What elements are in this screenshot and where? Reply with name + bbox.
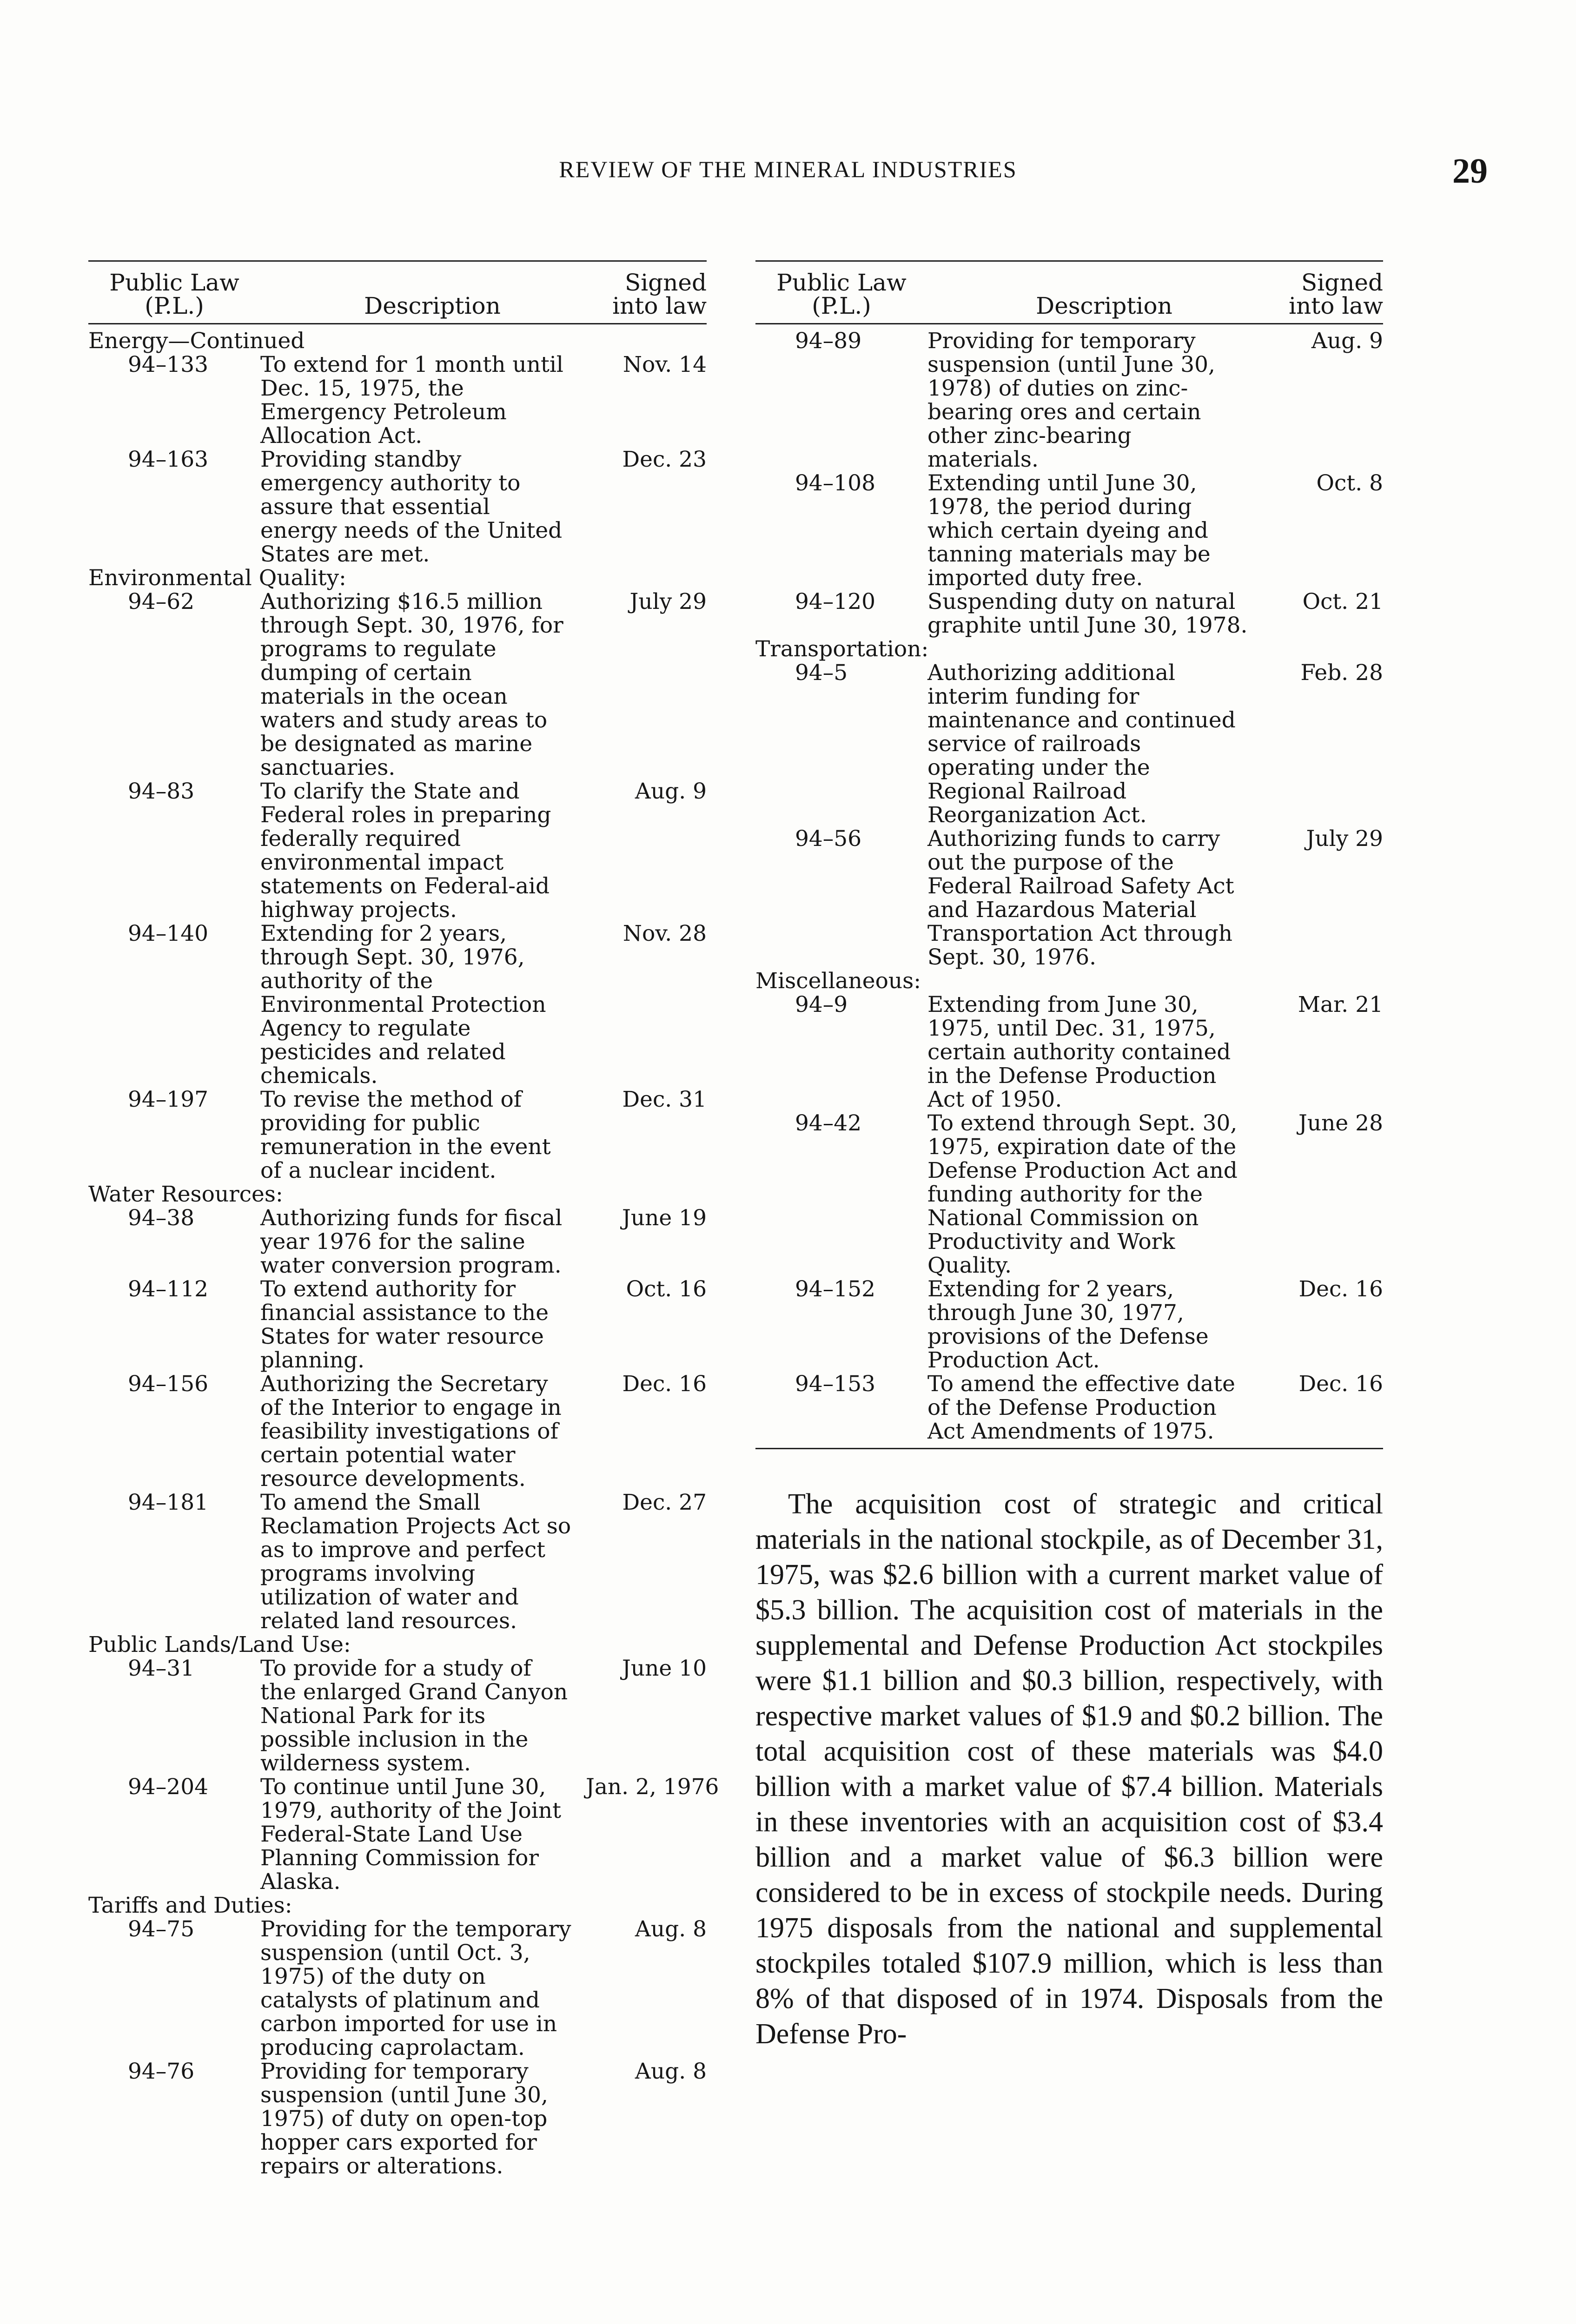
- table-body: [755, 324, 1383, 1444]
- public-law-number: 94–133: [128, 352, 209, 377]
- signed-date: Aug. 8: [635, 2059, 707, 2084]
- category-row: [88, 1633, 707, 1657]
- public-law-number: 94–42: [795, 1110, 862, 1136]
- table-row: [88, 2060, 707, 2178]
- table-row: [755, 590, 1383, 637]
- law-description: To amend the effective date of the Defense Production Act Amendments of 1975.: [927, 1371, 1235, 1444]
- public-law-number: 94–140: [128, 921, 209, 946]
- header-description: Description: [927, 261, 1262, 324]
- header-signed-into-law: Signed into law: [1262, 261, 1383, 324]
- signed-date: Dec. 31: [622, 1087, 707, 1112]
- table-row: [755, 1111, 1383, 1277]
- signed-date: Dec. 23: [622, 447, 707, 472]
- table-header-row: [88, 261, 707, 324]
- law-description: Authorizing funds to carry out the purpose of the Federal Railroad Safety Act and Hazardous Material Transportation Act through Sept. 30, 1976.: [927, 826, 1234, 970]
- law-description: Providing for temporary suspension (until June 30, 1978) of duties on zinc-bearing ores and certain other zinc-bearing materials.: [927, 328, 1215, 472]
- law-description: To extend authority for financial assistance to the States for water resource planning.: [260, 1276, 549, 1373]
- table-row: [755, 993, 1383, 1111]
- signed-date: Oct. 16: [626, 1276, 707, 1302]
- signed-date: Dec. 16: [1298, 1371, 1383, 1397]
- table-row: [755, 827, 1383, 969]
- category-heading: Environmental Quality:: [88, 565, 346, 591]
- table-body: [88, 324, 719, 2179]
- table-row: [88, 1372, 707, 1491]
- public-law-number: 94–89: [795, 328, 862, 354]
- signed-date: June 28: [1298, 1110, 1383, 1136]
- category-row: [755, 637, 1383, 661]
- table-row: [88, 1657, 707, 1775]
- table-row: [88, 1206, 707, 1277]
- public-law-number: 94–204: [128, 1774, 209, 1800]
- public-law-number: 94–153: [795, 1371, 876, 1397]
- right-column: [755, 260, 1383, 2080]
- public-law-number: 94–75: [128, 1916, 195, 1942]
- law-description: To extend for 1 month until Dec. 15, 1975, the Emergency Petroleum Allocation Act.: [260, 352, 563, 449]
- public-law-number: 94–31: [128, 1656, 195, 1681]
- public-law-number: 94–163: [128, 447, 209, 472]
- signed-date: Mar. 21: [1298, 992, 1383, 1017]
- law-description: Extending for 2 years, through June 30, 1977, provisions of the Defense Production Act.: [927, 1276, 1209, 1373]
- signed-date: Feb. 28: [1300, 660, 1383, 686]
- law-description: To clarify the State and Federal roles in preparing federally required environmental impact statements on Federal-aid highway projects.: [260, 779, 551, 923]
- category-heading: Water Resources:: [88, 1182, 283, 1207]
- running-title: REVIEW OF THE MINERAL INDUSTRIES: [559, 156, 1017, 182]
- page-header: [88, 151, 1488, 202]
- public-law-number: 94–197: [128, 1087, 209, 1112]
- signed-date: June 10: [622, 1656, 707, 1681]
- table-end-rule: [755, 1448, 1383, 1449]
- category-heading: Tariffs and Duties:: [88, 1893, 292, 1918]
- category-row: [88, 566, 707, 590]
- table-header-row: [755, 261, 1383, 324]
- public-law-number: 94–120: [795, 589, 876, 614]
- table-row: [88, 1917, 707, 2060]
- category-heading: Energy—Continued: [88, 328, 305, 354]
- header-public-law: Public Law (P.L.): [88, 261, 260, 324]
- signed-date: June 19: [622, 1205, 707, 1231]
- signed-date: July 29: [629, 589, 707, 614]
- category-heading: Transportation:: [755, 636, 929, 662]
- signed-date: Dec. 16: [1298, 1276, 1383, 1302]
- law-description: Authorizing funds for fiscal year 1976 for the saline water conversion program.: [260, 1205, 563, 1278]
- law-description: Authorizing $16.5 million through Sept. 30, 1976, for programs to regulate dumping of certain materials in the ocean waters and study areas to be designated as marine sanctuaries.: [260, 589, 563, 780]
- category-heading: Miscellaneous:: [755, 968, 921, 994]
- table-row: [88, 353, 707, 448]
- table-row: [88, 448, 707, 566]
- public-law-number: 94–56: [795, 826, 862, 852]
- law-description: Providing for temporary suspension (until June 30, 1975) of duty on open-top hopper cars exported for repairs or alterations.: [260, 2059, 548, 2179]
- law-description: Authorizing additional interim funding for maintenance and continued service of railroads operating under the Regional Railroad Reorganization Act.: [927, 660, 1236, 828]
- signed-date: Oct. 21: [1302, 589, 1383, 614]
- table-row: [755, 1372, 1383, 1443]
- signed-date: Aug. 9: [1311, 328, 1383, 354]
- category-row: [88, 1182, 707, 1206]
- public-law-number: 94–76: [128, 2059, 195, 2084]
- public-law-number: 94–5: [795, 660, 848, 686]
- table-row: [88, 1088, 707, 1182]
- signed-date: Oct. 8: [1316, 470, 1383, 496]
- law-description: To continue until June 30, 1979, authority of the Joint Federal-State Land Use Planning Commission for Alaska.: [260, 1774, 561, 1895]
- left-column: [88, 260, 719, 2179]
- signed-date: Jan. 2, 1976: [586, 1774, 719, 1800]
- signed-date: Dec. 16: [622, 1371, 707, 1397]
- law-description: Suspending duty on natural graphite until June 30, 1978.: [927, 589, 1248, 638]
- table-row: [755, 661, 1383, 827]
- law-description: Extending until June 30, 1978, the period during which certain dyeing and tanning materials may be imported duty free.: [927, 470, 1211, 591]
- signed-date: Nov. 28: [622, 921, 707, 946]
- law-description: Providing for the temporary suspension (until Oct. 3, 1975) of the duty on catalysts of platinum and carbon imported for use in producing caprolactam.: [260, 1916, 571, 2060]
- law-description: To provide for a study of the enlarged Grand Canyon National Park for its possible inclusion in the wilderness system.: [260, 1656, 568, 1776]
- public-law-number: 94–152: [795, 1276, 876, 1302]
- law-description: Extending from June 30, 1975, until Dec. 31, 1975, certain authority contained in the Defense Production Act of 1950.: [927, 992, 1231, 1112]
- table-row: [88, 1775, 707, 1894]
- public-law-number: 94–156: [128, 1371, 209, 1397]
- table-row: [88, 590, 707, 779]
- public-law-number: 94–38: [128, 1205, 195, 1231]
- law-description: Extending for 2 years, through Sept. 30, 1976, authority of the Environmental Protection Agency to regulate pesticides and related chemicals.: [260, 921, 546, 1089]
- law-description: Providing standby emergency authority to assure that essential energy needs of the United States are met.: [260, 447, 563, 567]
- table-row: [88, 779, 707, 922]
- public-law-table-left: [88, 260, 719, 2179]
- category-row: [88, 1894, 707, 1917]
- category-row: [88, 324, 707, 353]
- signed-date: July 29: [1306, 826, 1383, 852]
- body-paragraph: The acquisition cost of strategic and critical materials in the national stockpile, as of December 31, 1975, was $2.6 billion with a current market value of $5.3 billion. The acquisition cost of materials in the supplemental and Defense Production Act stockpiles were $1.1 billion and $0.3 billion, respectively, with respective market values of $1.9 and $0.2 billion. The total acquisition cost of these materials was $4.0 billion with a market value of $7.4 billion. Materials in these inventories with an acquisition cost of $3.4 billion and a market value of $6.3 billion were considered to be in excess of stockpile needs. During 1975 disposals from the national and supplemental stockpiles totaled $107.9 million, which is less than 8% of that disposed of in 1974. Disposals from the Defense Pro-: [755, 1488, 1383, 2050]
- signed-date: Aug. 9: [635, 779, 707, 804]
- law-description: To amend the Small Reclamation Projects Act so as to improve and perfect programs involving utilization of water and related land resources.: [260, 1490, 571, 1634]
- public-law-table-right: [755, 260, 1383, 1443]
- header-description: Description: [260, 261, 586, 324]
- page-number: 29: [1452, 152, 1488, 191]
- table-row: [755, 324, 1383, 472]
- public-law-number: 94–181: [128, 1490, 209, 1515]
- signed-date: Aug. 8: [635, 1916, 707, 1942]
- table-row: [88, 922, 707, 1088]
- category-row: [755, 969, 1383, 993]
- signed-date: Dec. 27: [622, 1490, 707, 1515]
- public-law-number: 94–62: [128, 589, 195, 614]
- table-row: [755, 1277, 1383, 1372]
- category-heading: Public Lands/Land Use:: [88, 1632, 351, 1657]
- table-row: [755, 471, 1383, 590]
- header-signed-into-law: Signed into law: [586, 261, 707, 324]
- signed-date: Nov. 14: [622, 352, 707, 377]
- table-row: [88, 1277, 707, 1372]
- law-description: To extend through Sept. 30, 1975, expiration date of the Defense Production Act and funding authority for the National Commission on Productivity and Work Quality.: [927, 1110, 1238, 1278]
- law-description: To revise the method of providing for public remuneration in the event of a nuclear incident.: [260, 1087, 551, 1183]
- law-description: Authorizing the Secretary of the Interior to engage in feasibility investigations of certain potential water resource developments.: [260, 1371, 562, 1492]
- public-law-number: 94–9: [795, 992, 848, 1017]
- table-row: [88, 1491, 707, 1633]
- public-law-number: 94–112: [128, 1276, 209, 1302]
- public-law-number: 94–83: [128, 779, 195, 804]
- public-law-number: 94–108: [795, 470, 876, 496]
- header-public-law: Public Law (P.L.): [755, 261, 927, 324]
